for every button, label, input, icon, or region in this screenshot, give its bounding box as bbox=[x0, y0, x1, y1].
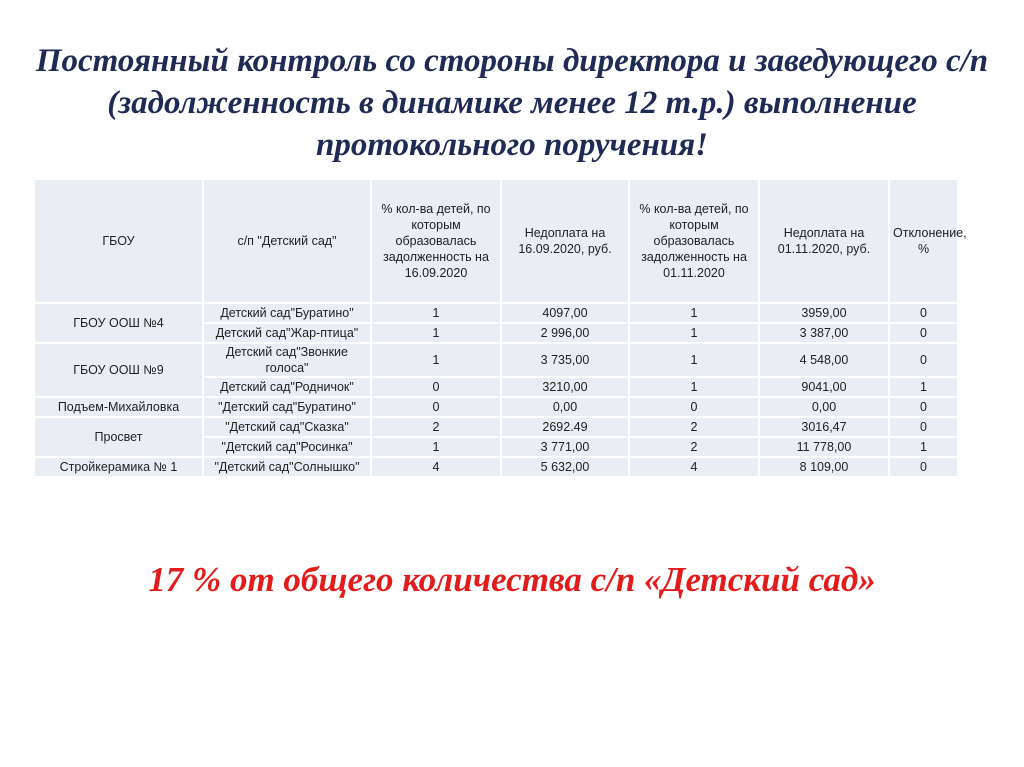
cell: 1 bbox=[629, 323, 759, 343]
table-row bbox=[34, 303, 958, 323]
header-cell: ГБОУ bbox=[34, 179, 203, 303]
group-cell: Подъем-Михайловка bbox=[34, 397, 203, 417]
header-cell: с/п "Детский сад" bbox=[203, 179, 371, 303]
cell: 2 996,00 bbox=[501, 323, 629, 343]
cell: 3959,00 bbox=[759, 303, 889, 323]
group-cell: Стройкерамика № 1 bbox=[34, 457, 203, 477]
cell: 3 387,00 bbox=[759, 323, 889, 343]
table-row bbox=[34, 417, 958, 437]
group-cell: ГБОУ ООШ №4 bbox=[34, 303, 203, 343]
cell: 1 bbox=[629, 303, 759, 323]
cell: 5 632,00 bbox=[501, 457, 629, 477]
cell: 2692.49 bbox=[501, 417, 629, 437]
cell: 1 bbox=[629, 377, 759, 397]
cell: 8 109,00 bbox=[759, 457, 889, 477]
debt-table bbox=[33, 178, 967, 478]
header-cell: % кол-ва детей, по которым образовалась задолженность на 16.09.2020 bbox=[371, 179, 501, 303]
cell: 9041,00 bbox=[759, 377, 889, 397]
header-cell: Недоплата на 16.09.2020, руб. bbox=[501, 179, 629, 303]
cell: 0 bbox=[371, 377, 501, 397]
group-cell: ГБОУ ООШ №9 bbox=[34, 343, 203, 397]
cell: 1 bbox=[889, 437, 958, 457]
cell: 2 bbox=[629, 417, 759, 437]
cell: 11 778,00 bbox=[759, 437, 889, 457]
header-row bbox=[34, 179, 958, 303]
cell: 0 bbox=[889, 457, 958, 477]
header-cell: Отклонение, % bbox=[889, 179, 958, 303]
cell: "Детский сад"Буратино" bbox=[203, 397, 371, 417]
slide-title: Постоянный контроль со стороны директора и заведующего с/п (задолженность в динамике менее 12 т.р.) выполнение протокольного поручения! bbox=[35, 43, 989, 163]
cell: Детский сад"Родничок" bbox=[203, 377, 371, 397]
group-cell: Просвет bbox=[34, 417, 203, 457]
cell: 4 bbox=[629, 457, 759, 477]
cell: 0 bbox=[889, 303, 958, 323]
cell: Детский сад"Буратино" bbox=[203, 303, 371, 323]
cell: 0 bbox=[889, 417, 958, 437]
cell: "Детский сад"Сказка" bbox=[203, 417, 371, 437]
table-row bbox=[34, 457, 958, 477]
header-cell: Недоплата на 01.11.2020, руб. bbox=[759, 179, 889, 303]
cell: 0 bbox=[371, 397, 501, 417]
cell: 1 bbox=[371, 437, 501, 457]
table-row bbox=[34, 397, 958, 417]
cell: 4 548,00 bbox=[759, 343, 889, 377]
table-row bbox=[34, 343, 958, 377]
cell: 0 bbox=[889, 343, 958, 377]
cell: 2 bbox=[371, 417, 501, 437]
cell: 3 771,00 bbox=[501, 437, 629, 457]
cell: 4097,00 bbox=[501, 303, 629, 323]
cell: 3 735,00 bbox=[501, 343, 629, 377]
cell: 0 bbox=[629, 397, 759, 417]
cell: 4 bbox=[371, 457, 501, 477]
cell: 2 bbox=[629, 437, 759, 457]
cell: 0,00 bbox=[759, 397, 889, 417]
cell: 0 bbox=[889, 323, 958, 343]
cell: 0,00 bbox=[501, 397, 629, 417]
cell: "Детский сад"Росинка" bbox=[203, 437, 371, 457]
cell: Детский сад"Жар-птица" bbox=[203, 323, 371, 343]
cell: 0 bbox=[889, 397, 958, 417]
cell: 3016,47 bbox=[759, 417, 889, 437]
cell: Детский сад"Звонкие голоса" bbox=[203, 343, 371, 377]
cell: 1 bbox=[371, 323, 501, 343]
cell: 3210,00 bbox=[501, 377, 629, 397]
cell: 1 bbox=[371, 343, 501, 377]
summary-note: 17 % от общего количества с/п «Детский сад» bbox=[148, 560, 876, 599]
cell: 1 bbox=[371, 303, 501, 323]
header-cell: % кол-ва детей, по которым образовалась задолженность на 01.11.2020 bbox=[629, 179, 759, 303]
cell: "Детский сад"Солнышко" bbox=[203, 457, 371, 477]
cell: 1 bbox=[889, 377, 958, 397]
cell: 1 bbox=[629, 343, 759, 377]
